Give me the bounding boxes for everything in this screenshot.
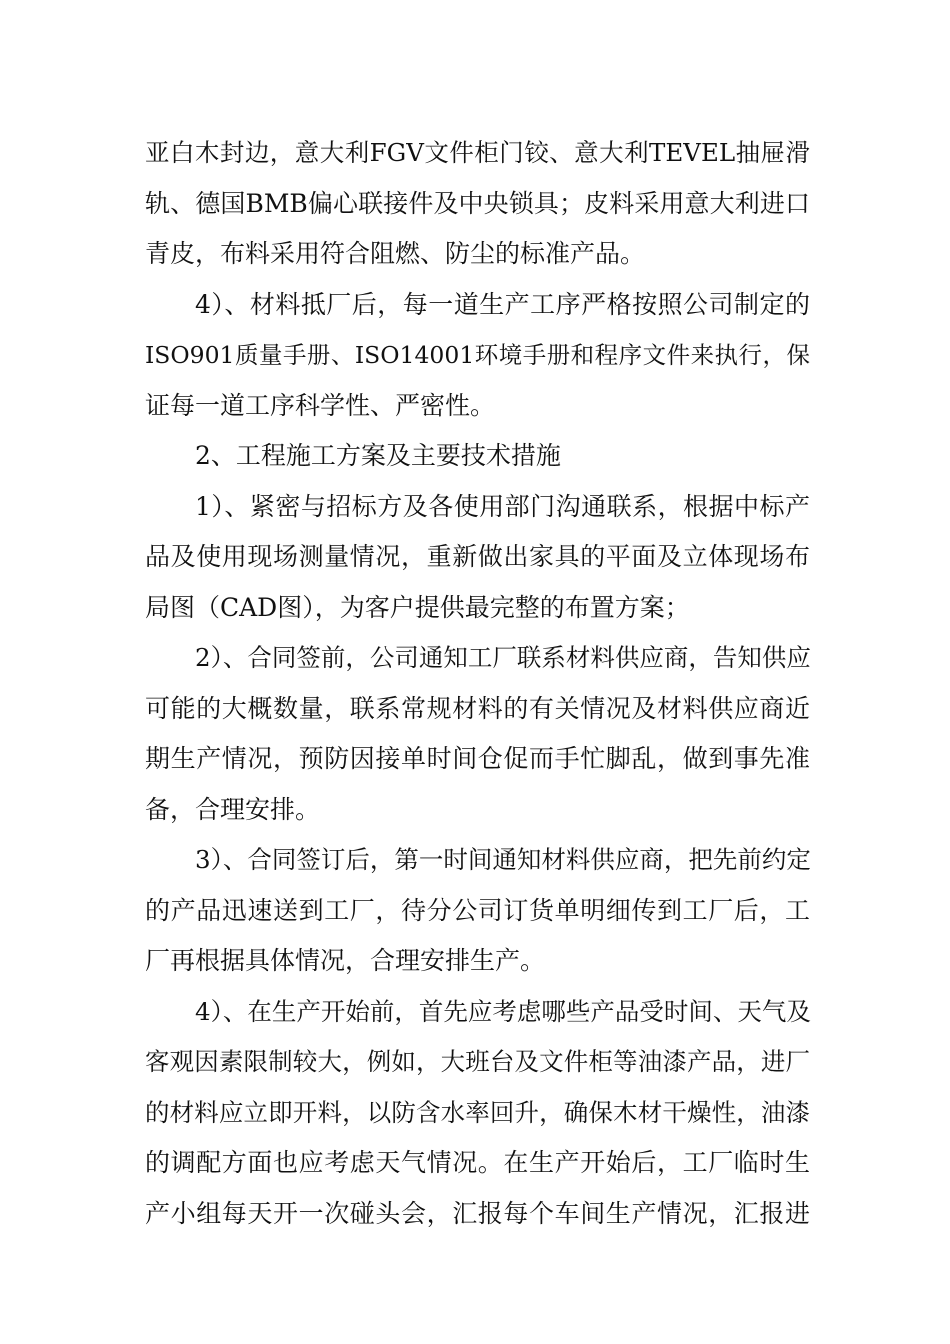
- text-line: 2、工程施工方案及主要技术措施: [195, 441, 561, 470]
- text-line: ISO901质量手册、ISO14001环境手册和程序文件来执行，保: [145, 341, 810, 369]
- text-line: 厂再根据具体情况，合理安排生产。: [145, 946, 546, 975]
- document-body: [145, 128, 810, 1239]
- text-line: 的材料应立即开料，以防含水率回升，确保木材干燥性，油漆: [145, 1097, 810, 1127]
- text-line: 1）、紧密与招标方及各使用部门沟通联系，根据中标产: [195, 491, 810, 521]
- text-line: 的产品迅速送到工厂，待分公司订货单明细传到工厂后，工: [145, 895, 810, 925]
- text-line: 可能的大概数量，联系常规材料的有关情况及材料供应商近: [145, 693, 810, 723]
- text-line: 品及使用现场测量情况，重新做出家具的平面及立体现场布: [145, 542, 810, 571]
- text-line: 的调配方面也应考虑天气情况。在生产开始后，工厂临时生: [145, 1148, 810, 1177]
- text-line: 客观因素限制较大，例如，大班台及文件柜等油漆产品，进厂: [145, 1047, 810, 1076]
- text-line: 亚白木封边，意大利FGV文件柜门铰、意大利TEVEL抽屉滑: [145, 138, 810, 167]
- text-line: 3）、合同签订后，第一时间通知材料供应商，把先前约定: [195, 845, 811, 874]
- text-line: 产小组每天开一次碰头会，汇报每个车间生产情况，汇报进: [145, 1198, 810, 1228]
- text-line: 局图（CAD图），为客户提供最完整的布置方案；: [145, 592, 690, 622]
- text-line: 青皮，布料采用符合阻燃、防尘的标准产品。: [145, 239, 646, 268]
- text-line: 2）、合同签前，公司通知工厂联系材料供应商，告知供应: [195, 643, 811, 672]
- text-line: 期生产情况，预防因接单时间仓促而手忙脚乱，做到事先准: [145, 744, 810, 773]
- text-line: 4）、材料抵厂后，每一道生产工序严格按照公司制定的: [195, 289, 810, 319]
- text-line: 证每一道工序科学性、严密性。: [145, 390, 496, 420]
- text-line: 备，合理安排。: [145, 794, 321, 824]
- text-line: 4）、在生产开始前，首先应考虑哪些产品受时间、天气及: [195, 996, 811, 1026]
- text-line: 轨、德国BMB偏心联接件及中央锁具；皮料采用意大利进口: [145, 188, 810, 218]
